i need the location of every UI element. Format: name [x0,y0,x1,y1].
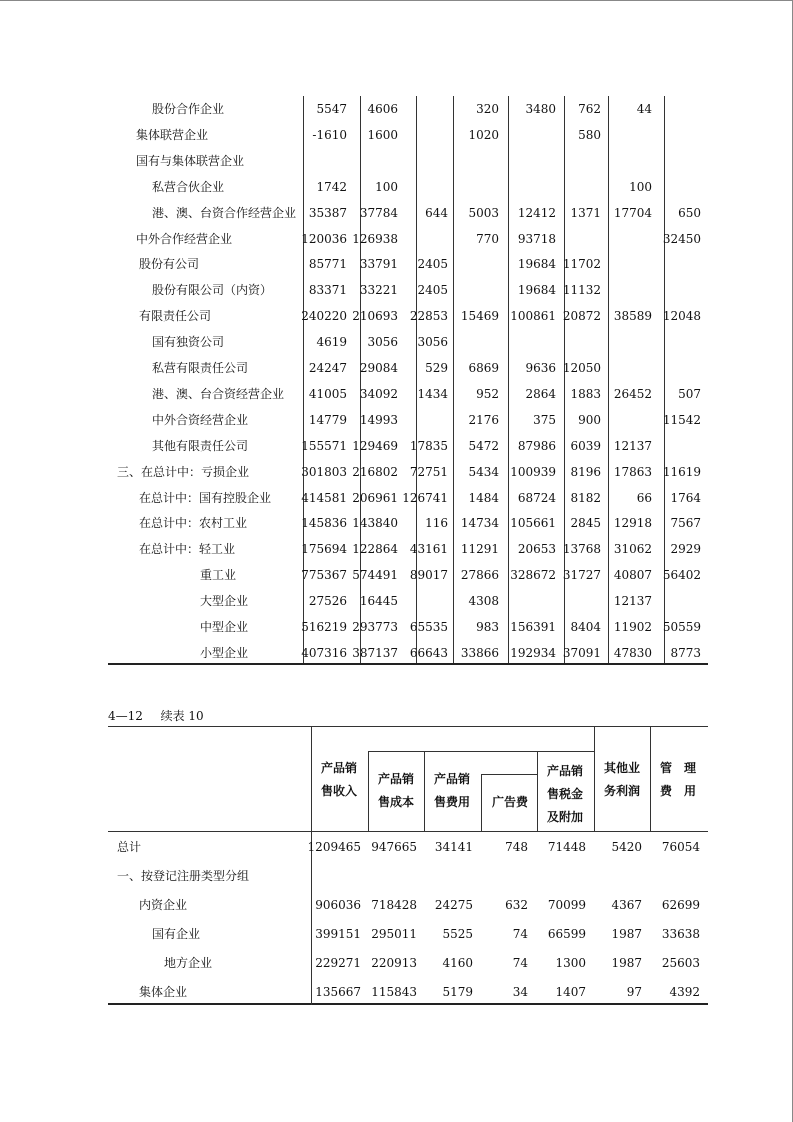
table-cell: 32450 [662,232,701,246]
row-label: 股份合作企业 [152,102,225,116]
table-cell: 40807 [613,568,652,582]
table-cell: 14993 [359,413,398,427]
table-cell: 5003 [468,206,499,220]
header-sales-tax: 产品销 售税金 及附加 [547,764,584,824]
table-row [108,920,708,949]
table-cell: 24247 [308,361,347,375]
row-label: 小型企业 [200,646,249,660]
row-label: 港、澳、台合资经营企业 [152,387,285,401]
table-cell: 31062 [613,542,652,556]
header-bottom-rule [108,831,708,832]
table-cell: 41005 [308,387,347,401]
table-cell: 1020 [468,128,499,142]
table-cell: 529 [425,361,448,375]
table-row [108,381,708,407]
table-cell: 414581 [301,491,347,505]
table-cell: 407316 [301,646,347,660]
table-row [108,251,708,277]
table-cell: 1987 [611,927,642,941]
table-cell: 1742 [316,180,347,194]
table-cell: 1209465 [307,840,361,854]
table-cell: 650 [678,206,701,220]
table-row [108,277,708,303]
table-cell: 574491 [352,568,398,582]
table-cell: 100 [629,180,652,194]
row-label: 国有独资公司 [152,335,225,349]
col-divider [368,751,369,831]
table-cell: 295011 [371,927,417,941]
table-cell: 770 [476,232,499,246]
table-cell: 516219 [301,620,347,634]
table-cell: 4392 [669,985,700,999]
table-cell: 120036 [301,232,347,246]
table-cell: 175694 [301,542,347,556]
table-cell: 89017 [409,568,448,582]
row-label: 一、按登记注册类型分组 [117,869,250,883]
row-label: 内资企业 [139,898,188,912]
table-cell: 906036 [315,898,361,912]
table-cell: 3056 [417,335,448,349]
table-cell: 25603 [661,956,700,970]
table-cell: 12412 [517,206,556,220]
table-cell: 399151 [315,927,361,941]
table-row [108,355,708,381]
table-cell: 2405 [417,257,448,271]
table-cell: 216802 [352,465,398,479]
header-other-profit: 其他业 务利润 [604,761,641,798]
table-cell: 12048 [662,309,701,323]
table-cell: 20872 [562,309,601,323]
table-row [108,891,708,920]
table-cell: 17863 [613,465,652,479]
table-row [108,303,708,329]
row-label: 国有企业 [152,927,201,941]
table-row [108,148,708,174]
table-cell: 37091 [562,646,601,660]
table-cell: 4308 [468,594,499,608]
table-cell: 122864 [352,542,398,556]
header-advertising: 广告费 [492,795,529,809]
table-cell: 34141 [434,840,473,854]
table-cell: -1610 [312,128,347,142]
table-cell: 580 [578,128,601,142]
col-divider [481,774,482,831]
table-cell: 56402 [662,568,701,582]
table-cell: 5472 [468,439,499,453]
table-cell: 15469 [460,309,499,323]
table-cell: 13768 [562,542,601,556]
table-cell: 4367 [611,898,642,912]
table-cell: 220913 [371,956,417,970]
table-cell: 145836 [301,516,347,530]
table-cell: 5525 [442,927,473,941]
table-cell: 70099 [547,898,586,912]
table-cell: 12137 [613,439,652,453]
table-cell: 17704 [613,206,652,220]
table-cell: 47830 [613,646,652,660]
table-cell: 31727 [562,568,601,582]
table-cell: 14779 [308,413,347,427]
table-cell: 33638 [661,927,700,941]
table-row [108,510,708,536]
table-cell: 43161 [409,542,448,556]
row-label: 地方企业 [164,956,213,970]
table-cell: 74 [512,956,528,970]
table-cell: 29084 [359,361,398,375]
table-cell: 100939 [510,465,556,479]
table-cell: 9636 [525,361,556,375]
table-cell: 1434 [417,387,448,401]
table-cell: 33866 [460,646,499,660]
table-title: 续表 10 [160,709,204,723]
table-cell: 983 [476,620,499,634]
table-cell: 22853 [409,309,448,323]
table-cell: 11132 [562,283,601,297]
table-cell: 320 [476,102,499,116]
table-cell: 507 [678,387,701,401]
table-cell: 76054 [661,840,700,854]
row-label: 中外合资经营企业 [152,413,249,427]
table-cell: 83371 [308,283,347,297]
table-cell: 27866 [460,568,499,582]
table-cell: 8773 [670,646,701,660]
table-row [108,433,708,459]
row-label: 有限责任公司 [139,309,212,323]
header-management-fee: 管 理 费 用 [660,761,697,798]
table-cell: 11702 [562,257,601,271]
table-cell: 748 [505,840,528,854]
table-cell: 12137 [613,594,652,608]
table-cell: 85771 [308,257,347,271]
table-cell: 68724 [517,491,556,505]
table-cell: 33221 [359,283,398,297]
table-cell: 2864 [525,387,556,401]
table-cell: 4619 [316,335,347,349]
row-label: 总计 [117,840,142,854]
table-continued-10 [108,726,708,1006]
table-cell: 19684 [517,283,556,297]
table-cell: 16445 [359,594,398,608]
table-cell: 11619 [662,465,701,479]
row-label: 私营合伙企业 [152,180,225,194]
table-cell: 1300 [555,956,586,970]
table-cell: 35387 [308,206,347,220]
table-cell: 3480 [525,102,556,116]
table-cell: 2405 [417,283,448,297]
table-row [108,833,708,862]
col-divider [424,751,425,831]
row-label: 港、澳、台资合作经营企业 [152,206,297,220]
table-cell: 11542 [662,413,701,427]
table-cell: 135667 [315,985,361,999]
table-cell: 301803 [301,465,347,479]
row-label: 股份有公司 [139,257,200,271]
table-cell: 105661 [510,516,556,530]
header-sales-cost: 产品销 售成本 [378,772,415,809]
table-cell: 27526 [308,594,347,608]
header-sales-revenue: 产品销 售收入 [321,761,358,798]
table-row [108,200,708,226]
table-number: 4—12 [108,709,143,723]
row-label: 在总计中：农村工业 [139,516,248,530]
table-row [108,407,708,433]
table-row [108,949,708,978]
table-cell: 116 [425,516,448,530]
table-cell: 66599 [547,927,586,941]
table-cell: 952 [476,387,499,401]
col-divider [650,726,651,831]
header-group-rule [368,751,594,752]
table-cell: 20653 [517,542,556,556]
table-cell: 87986 [517,439,556,453]
header-sub-rule [481,774,538,775]
table-continued-top [108,96,708,665]
table-cell: 14734 [460,516,499,530]
table-cell: 156391 [510,620,556,634]
table-cell: 775367 [301,568,347,582]
table-cell: 33791 [359,257,398,271]
table-cell: 900 [578,413,601,427]
table-row [108,122,708,148]
table-cell: 1484 [468,491,499,505]
table-cell: 1407 [555,985,586,999]
table-cell: 17835 [409,439,448,453]
header-top-rule [108,726,708,727]
table-cell: 4160 [442,956,473,970]
table-cell: 632 [505,898,528,912]
table-row [108,614,708,640]
table-cell: 8404 [570,620,601,634]
table-cell: 293773 [352,620,398,634]
table-cell: 644 [425,206,448,220]
table-cell: 1764 [670,491,701,505]
table-cell: 71448 [547,840,586,854]
table-cell: 2845 [570,516,601,530]
table-cell: 718428 [371,898,417,912]
row-label: 私营有限责任公司 [152,361,249,375]
table-cell: 1987 [611,956,642,970]
col-divider [537,751,538,831]
table-cell: 11291 [460,542,499,556]
col-divider [594,726,595,831]
table-cell: 947665 [371,840,417,854]
row-label: 重工业 [200,568,237,582]
row-label: 三、在总计中：亏损企业 [117,465,250,479]
table-cell: 66 [636,491,652,505]
table-cell: 26452 [613,387,652,401]
row-label: 中型企业 [200,620,249,634]
row-label: 国有与集体联营企业 [136,154,245,168]
table-row [108,978,708,1007]
table-cell: 210693 [352,309,398,323]
table-cell: 34 [512,985,528,999]
table-cell: 8182 [570,491,601,505]
table-cell: 37784 [359,206,398,220]
header-sales-expense: 产品销 售费用 [434,772,471,809]
table-cell: 66643 [409,646,448,660]
table-cell: 62699 [661,898,700,912]
table-caption [108,708,204,724]
table-cell: 65535 [409,620,448,634]
table-row [108,588,708,614]
table-cell: 206961 [352,491,398,505]
page-border-top [0,0,793,1]
table-cell: 5179 [442,985,473,999]
table-row [108,562,708,588]
table-cell: 44 [636,102,652,116]
table-cell: 8196 [570,465,601,479]
table-cell: 126938 [352,232,398,246]
table-row [108,96,708,122]
row-label: 集体联营企业 [136,128,209,142]
table-row [108,485,708,511]
table-cell: 7567 [670,516,701,530]
table-cell: 192934 [510,646,556,660]
table-cell: 1600 [367,128,398,142]
table-cell: 5434 [468,465,499,479]
table-row [108,536,708,562]
table-cell: 2929 [670,542,701,556]
table-cell: 2176 [468,413,499,427]
table-cell: 100861 [510,309,556,323]
table-cell: 19684 [517,257,556,271]
row-label: 在总计中：轻工业 [139,542,236,556]
table-cell: 143840 [352,516,398,530]
table-cell: 93718 [517,232,556,246]
table-cell: 100 [375,180,398,194]
row-label: 集体企业 [139,985,188,999]
table-cell: 11902 [613,620,652,634]
table-cell: 5547 [316,102,347,116]
table-cell: 4606 [367,102,398,116]
table-cell: 155571 [301,439,347,453]
table-cell: 229271 [315,956,361,970]
table-cell: 6039 [570,439,601,453]
table-cell: 387137 [352,646,398,660]
table-cell: 6869 [468,361,499,375]
table-cell: 328672 [510,568,556,582]
table-cell: 38589 [613,309,652,323]
row-label: 在总计中：国有控股企业 [139,491,272,505]
table-cell: 5420 [611,840,642,854]
table-cell: 375 [533,413,556,427]
table-cell: 115843 [371,985,417,999]
table-cell: 1371 [570,206,601,220]
table-cell: 3056 [367,335,398,349]
table-row [108,174,708,200]
table-cell: 126741 [402,491,448,505]
table-cell: 12918 [613,516,652,530]
table-cell: 12050 [562,361,601,375]
table-row [108,226,708,252]
table-cell: 240220 [301,309,347,323]
row-label: 股份有限公司（内资） [152,283,273,297]
table-cell: 74 [512,927,528,941]
table-cell: 72751 [409,465,448,479]
table-cell: 1883 [570,387,601,401]
table-cell: 50559 [662,620,701,634]
table-row [108,862,708,891]
row-label: 中外合作经营企业 [136,232,233,246]
table-row [108,329,708,355]
row-label: 其他有限责任公司 [152,439,249,453]
table-cell: 24275 [434,898,473,912]
table-cell: 34092 [359,387,398,401]
table-cell: 762 [578,102,601,116]
table-row [108,459,708,485]
table-cell: 129469 [352,439,398,453]
table-row [108,640,708,666]
table-cell: 97 [626,985,642,999]
row-label: 大型企业 [200,594,249,608]
